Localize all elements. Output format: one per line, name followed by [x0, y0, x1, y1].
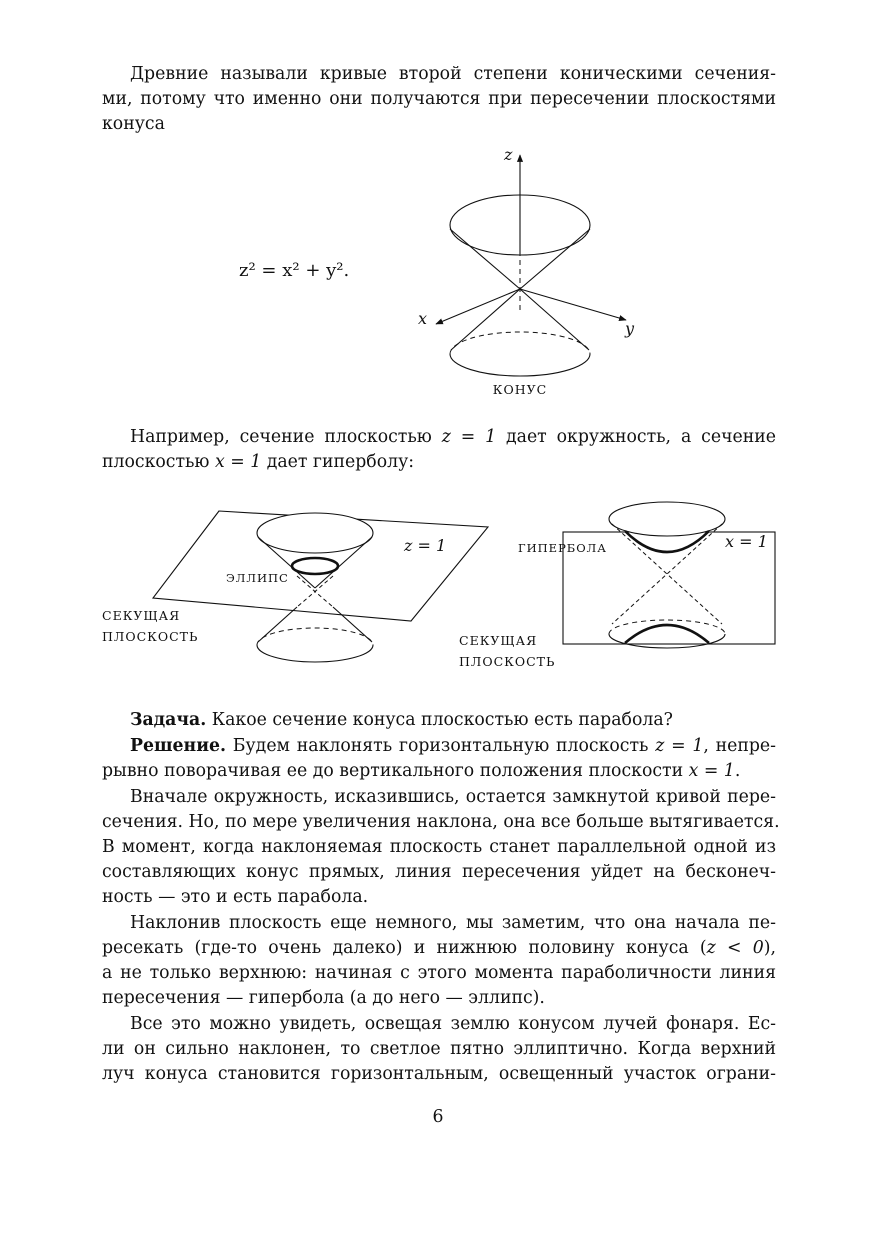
x-axis — [436, 289, 520, 324]
task-line: Задача. Какое сечение конуса плоскостью есть парабола? — [130, 710, 673, 730]
example-line-2: плоскостью x = 1 дает гиперболу: — [102, 452, 415, 472]
intro-line-1: Древние называли кривые второй степени коническими сечения- — [130, 64, 776, 84]
para1-line-4: составляющих конус прямых, линия пересечения уйдет на бесконеч- — [102, 862, 776, 882]
left-cone-bottom-back — [257, 628, 373, 645]
right-cut-label-2: ПЛОСКОСТЬ — [459, 654, 556, 669]
cone-bottom-ellipse-front — [450, 354, 590, 376]
para1-line-2: сечения. Но, по мере увеличения наклона, она все больше вытягивается. — [102, 812, 780, 832]
intro-line-3: конуса — [102, 114, 165, 134]
para3-line-3: луч конуса становится горизонтальным, освещенный участок ограни- — [102, 1064, 776, 1084]
sections-figure — [0, 490, 876, 680]
cone-equation: z² = x² + y². — [239, 260, 350, 281]
x-axis-label: x — [418, 309, 428, 328]
cone-caption: КОНУС — [492, 382, 548, 397]
right-hyperbola-lower — [625, 625, 709, 643]
left-cone-bottom-front — [257, 645, 373, 662]
cone-lower-left-side — [451, 289, 520, 350]
left-plane-label: z = 1 — [404, 536, 447, 555]
left-ellipse-curve — [292, 558, 338, 574]
y-axis — [520, 289, 626, 320]
left-cut-label-2: ПЛОСКОСТЬ — [102, 629, 199, 644]
para2-line-4: пересечения — гипербола (а до него — эллипс). — [102, 988, 545, 1008]
para2-line-3: а не только верхнюю: начиная с этого момента параболичности линия — [102, 963, 776, 983]
right-cut-label-1: СЕКУЩАЯ — [459, 633, 538, 648]
cone-upper-left-side — [450, 229, 520, 289]
cone-upper-right-side — [520, 229, 590, 289]
solution-line-2: рывно поворачивая ее до вертикального положения плоскости x = 1. — [102, 761, 741, 781]
solution-line-1: Решение. Будем наклонять горизонтальную плоскость z = 1, непре- — [130, 736, 776, 756]
para2-line-2: ресекать (где-то очень далеко) и нижнюю половину конуса (z < 0), — [102, 938, 776, 958]
para1-line-3: В момент, когда наклоняемая плоскость станет параллельной одной из — [102, 837, 776, 857]
right-curve-label: ГИПЕРБОЛА — [518, 541, 607, 555]
cone-bottom-ellipse-back — [450, 332, 590, 354]
right-plane-label: x = 1 — [725, 532, 768, 551]
para1-line-1: Вначале окружность, исказившись, остается замкнутой кривой пере- — [130, 787, 776, 807]
z-axis-label: z — [504, 145, 513, 164]
right-cone-bottom-back — [609, 620, 725, 634]
example-line-1: Например, сечение плоскостью z = 1 дает окружность, а сечение — [130, 427, 776, 447]
para2-line-1: Наклонив плоскость еще немного, мы заметим, что она начала пе- — [130, 913, 776, 933]
left-cone-top-ellipse — [257, 513, 373, 553]
intro-line-2: ми, потому что именно они получаются при пересечении плоскостями — [102, 89, 776, 109]
cone-lower-right-side — [520, 289, 589, 350]
left-cut-label-1: СЕКУЩАЯ — [102, 608, 181, 623]
y-axis-label: y — [625, 319, 635, 338]
para3-line-1: Все это можно увидеть, освещая землю конусом лучей фонаря. Ес- — [130, 1014, 776, 1034]
cone-figure — [0, 0, 876, 420]
page-number: 6 — [432, 1107, 444, 1127]
para3-line-2: ли он сильно наклонен, то светлое пятно эллиптично. Когда верхний — [102, 1039, 776, 1059]
left-curve-label: ЭЛЛИПС — [226, 571, 289, 585]
para1-line-5: ность — это и есть парабола. — [102, 887, 369, 907]
left-cone-lower-right — [333, 607, 372, 642]
